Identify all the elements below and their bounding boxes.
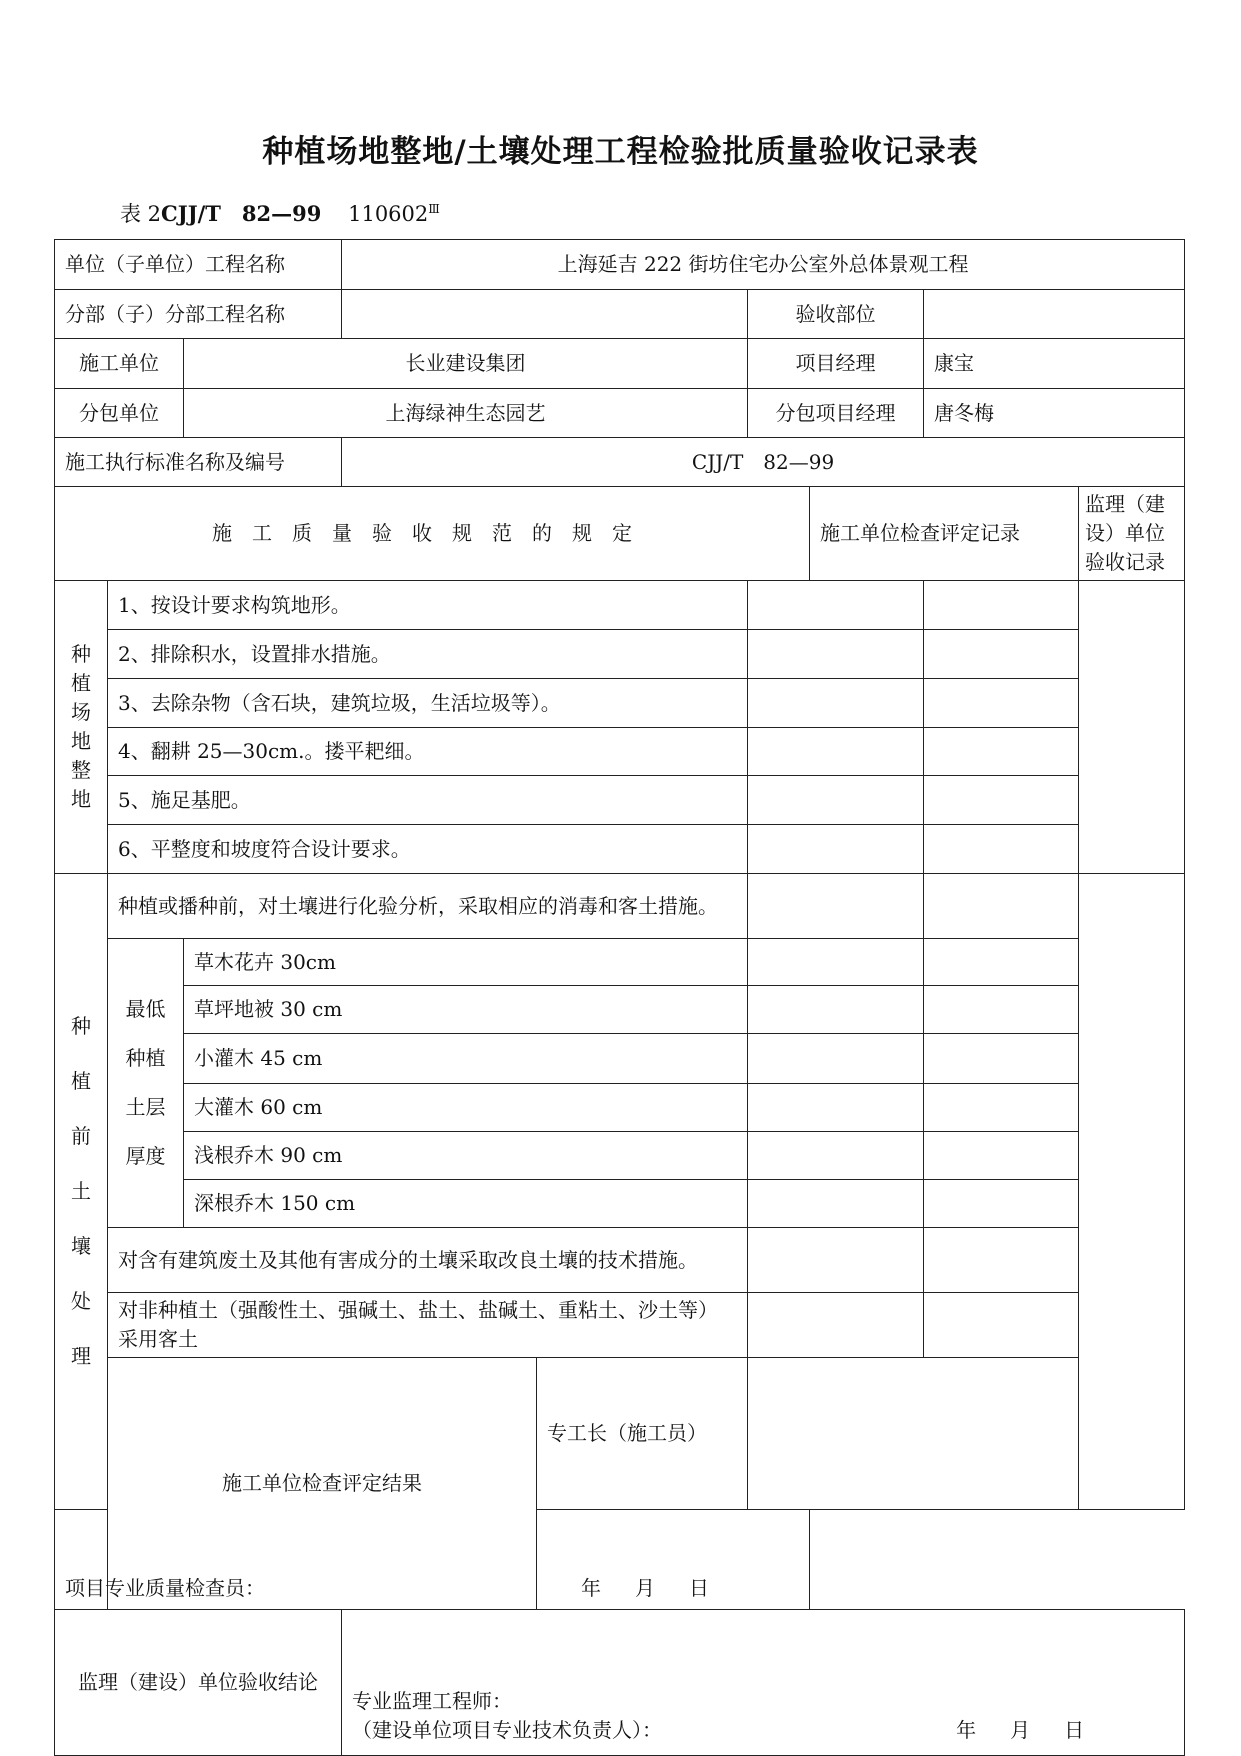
record-cell[interactable] (924, 986, 1079, 1034)
check-cell[interactable] (748, 630, 924, 679)
record-cell[interactable] (924, 825, 1079, 874)
day-label: 日 (689, 1576, 710, 1600)
depth-item: 小灌木 45 cm (184, 1034, 748, 1084)
depth-item: 浅根乔木 90 cm (184, 1132, 748, 1180)
depth-item: 草木花卉 30cm (184, 939, 748, 986)
check-cell[interactable] (748, 1034, 924, 1084)
subcontractor-value[interactable]: 上海绿神生态园艺 (184, 389, 748, 438)
record-cell[interactable] (924, 776, 1079, 825)
division-row (55, 290, 1185, 339)
division-value[interactable] (342, 290, 748, 339)
supervisor-date (922, 1716, 1084, 1745)
supervisor-record-column-header: 监理（建设）单位验收记录 (1079, 487, 1185, 581)
accept-part-value[interactable] (924, 290, 1185, 339)
month-label: 月 (1010, 1718, 1031, 1742)
supervisor-conclusion-label: 监理（建设）单位验收结论 (55, 1610, 342, 1756)
check-cell[interactable] (748, 679, 924, 728)
contractor-check-column-header: 施工单位检查评定记录 (810, 487, 1079, 581)
standard-value[interactable]: CJJ/T 82—99 (342, 438, 1185, 487)
section2-improve: 对含有建筑废土及其他有害成分的土壤采取改良土壤的技术措施。 (108, 1228, 748, 1293)
owner-label: （建设单位项目专业技术负责人）： (352, 1718, 663, 1742)
supervisor-signature[interactable] (342, 1610, 1185, 1756)
sub-pm-label: 分包项目经理 (748, 389, 924, 438)
depth-item: 深根乔木 150 cm (184, 1180, 748, 1228)
section1-row (55, 630, 1185, 679)
check-cell[interactable] (748, 939, 924, 986)
month-label: 月 (635, 1576, 656, 1600)
section2-intro: 种植或播种前，对土壤进行化验分析，采取相应的消毒和客土措施。 (108, 874, 748, 939)
record-cell[interactable] (924, 1084, 1079, 1132)
record-cell[interactable] (924, 630, 1079, 679)
inspector-label: 项目专业质量检查员： (65, 1576, 265, 1600)
contractor-label: 施工单位 (55, 339, 184, 389)
section1-item: 5、施足基肥。 (108, 776, 748, 825)
record-cell[interactable] (924, 1132, 1079, 1180)
check-cell[interactable] (748, 825, 924, 874)
section2-row (55, 874, 1185, 939)
foreman-value[interactable] (748, 1358, 1079, 1510)
check-cell[interactable] (748, 1228, 924, 1293)
depth-row (55, 1034, 1185, 1084)
depth-row (55, 1180, 1185, 1228)
section1-row (55, 776, 1185, 825)
inspector-signature[interactable] (55, 1510, 810, 1610)
depth-row (55, 939, 1185, 986)
contractor-row (55, 339, 1185, 389)
foreman-row (55, 1358, 1185, 1510)
sub-pm-value[interactable]: 唐冬梅 (924, 389, 1185, 438)
form-code (120, 198, 440, 228)
record-cell[interactable] (924, 1180, 1079, 1228)
section2-row (55, 1293, 1185, 1358)
check-cell[interactable] (748, 1180, 924, 1228)
spec-column-header: 施工质量验收规范的规定 (55, 487, 810, 581)
check-cell[interactable] (748, 874, 924, 939)
page-title: 种植场地整地/土壤处理工程检验批质量验收记录表 (262, 134, 979, 170)
form-code-standard: CJJ/T 82—99 (161, 201, 322, 226)
inspection-form-table (54, 239, 1185, 1756)
section1-row (55, 679, 1185, 728)
standard-row (55, 438, 1185, 487)
record-cell[interactable] (924, 581, 1079, 630)
section1-item: 4、翻耕 25—30cm.。搂平耙细。 (108, 728, 748, 776)
record-cell[interactable] (924, 679, 1079, 728)
supervisor-cell[interactable] (1079, 874, 1185, 1510)
record-cell[interactable] (924, 1293, 1079, 1358)
section1-row (55, 581, 1185, 630)
section1-row (55, 728, 1185, 776)
project-label: 单位（子单位）工程名称 (55, 240, 342, 290)
check-cell[interactable] (748, 1132, 924, 1180)
check-cell[interactable] (748, 1293, 924, 1358)
section2-replace: 对非种植土（强酸性土、强碱土、盐土、盐碱土、重粘土、沙土等）采用客土 (108, 1293, 748, 1358)
section1-row (55, 825, 1185, 874)
accept-part-label: 验收部位 (748, 290, 924, 339)
form-code-suffix: Ⅲ (428, 202, 440, 216)
year-label: 年 (581, 1576, 602, 1600)
form-code-number: 110602 (348, 202, 429, 226)
depth-item: 草坪地被 30 cm (184, 986, 748, 1034)
depth-row (55, 986, 1185, 1034)
check-cell[interactable] (748, 986, 924, 1034)
min-depth-label: 最低 种植 土层 厚度 (108, 939, 184, 1228)
supervisor-cell[interactable] (1079, 581, 1185, 874)
inspector-date (547, 1574, 709, 1603)
section2-label: 种 植 前 土 壤 处 理 (55, 874, 108, 1510)
standard-label: 施工执行标准名称及编号 (55, 438, 342, 487)
pm-label: 项目经理 (748, 339, 924, 389)
depth-row (55, 1132, 1185, 1180)
section1-item: 6、平整度和坡度符合设计要求。 (108, 825, 748, 874)
subcontractor-row (55, 389, 1185, 438)
section1-item: 1、按设计要求构筑地形。 (108, 581, 748, 630)
column-header-row (55, 487, 1185, 581)
engineer-label: 专业监理工程师： (352, 1689, 513, 1713)
contractor-result-label: 施工单位检查评定结果 (108, 1358, 537, 1610)
check-cell[interactable] (748, 581, 924, 630)
year-label: 年 (956, 1718, 977, 1742)
section1-item: 3、去除杂物（含石块，建筑垃圾，生活垃圾等）。 (108, 679, 748, 728)
project-value[interactable]: 上海延吉 222 街坊住宅办公室外总体景观工程 (342, 240, 1185, 290)
pm-value[interactable]: 康宝 (924, 339, 1185, 389)
record-cell[interactable] (924, 728, 1079, 776)
section1-label: 种 植 场 地 整 地 (55, 581, 108, 874)
inspector-row (55, 1510, 1185, 1610)
division-label: 分部（子）分部工程名称 (55, 290, 342, 339)
check-cell[interactable] (748, 728, 924, 776)
check-cell[interactable] (748, 1084, 924, 1132)
form-code-prefix: 表 2 (120, 202, 162, 226)
record-cell[interactable] (924, 1034, 1079, 1084)
section2-row (55, 1228, 1185, 1293)
supervisor-row (55, 1610, 1185, 1756)
foreman-label: 专工长（施工员） (537, 1358, 748, 1510)
subcontractor-label: 分包单位 (55, 389, 184, 438)
depth-row (55, 1084, 1185, 1132)
record-cell[interactable] (924, 1228, 1079, 1293)
record-cell[interactable] (924, 939, 1079, 986)
check-cell[interactable] (748, 776, 924, 825)
record-cell[interactable] (924, 874, 1079, 939)
contractor-value[interactable]: 长业建设集团 (184, 339, 748, 389)
day-label: 日 (1064, 1718, 1085, 1742)
section1-item: 2、排除积水，设置排水措施。 (108, 630, 748, 679)
project-row (55, 240, 1185, 290)
depth-item: 大灌木 60 cm (184, 1084, 748, 1132)
